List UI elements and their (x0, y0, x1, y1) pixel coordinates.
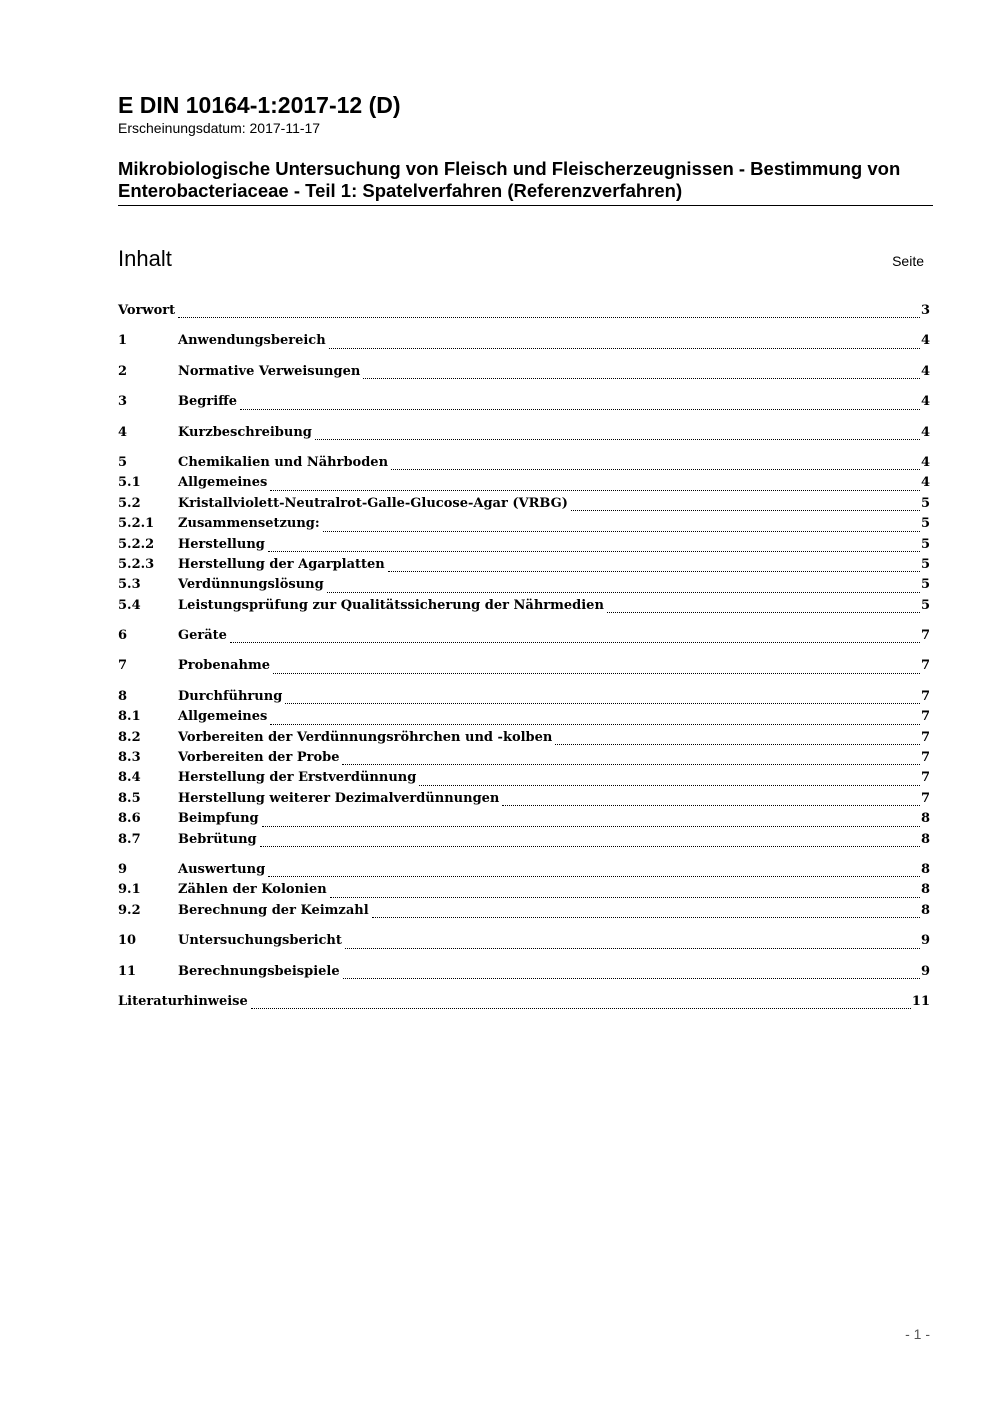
toc-entry-title: Anwendungsbereich (178, 333, 326, 349)
toc-entry-number: 5.2.3 (118, 556, 155, 572)
toc-entry-title: Probenahme (178, 658, 271, 674)
toc-entry[interactable] (118, 994, 930, 1014)
toc-entry-title: Allgemeines (178, 475, 268, 491)
toc-dot-leader (372, 916, 920, 918)
toc-dot-leader (240, 408, 920, 410)
toc-entry-page: 9 (920, 963, 930, 979)
toc-dot-leader (388, 570, 920, 572)
toc-entry-page: 9 (920, 933, 930, 949)
toc-entry-number: 5.2.1 (118, 516, 155, 532)
toc-entry-title: Normative Verweisungen (178, 363, 361, 379)
toc-heading: Inhalt (118, 246, 172, 271)
toc-entry-page: 4 (920, 394, 930, 410)
toc-dot-leader (330, 896, 920, 898)
toc-entry-title: Herstellung der Erstverdünnung (178, 770, 417, 786)
toc-dot-leader (327, 591, 920, 593)
toc-entry[interactable] (118, 394, 930, 414)
toc-entry-title: Bebrütung (178, 831, 257, 847)
toc-entry-title: Allgemeines (178, 709, 268, 725)
toc-entry-page: 5 (920, 597, 930, 613)
toc-dot-leader (285, 702, 920, 704)
toc-entry-page: 5 (920, 516, 930, 532)
toc-dot-leader (342, 763, 919, 765)
toc-entry-title: Leistungsprüfung zur Qualitätssicherung der Nährmedien (178, 597, 604, 613)
toc-entry-title: Kurzbeschreibung (178, 424, 312, 440)
toc-entry-title: Geräte (178, 628, 227, 644)
doc-header (118, 90, 933, 137)
toc-dot-leader (343, 977, 920, 979)
toc-entry-title: Literaturhinweise (118, 993, 248, 1009)
toc-dot-leader (323, 530, 920, 532)
toc-entry-title: Herstellung weiterer Dezimalverdünnungen (178, 790, 500, 806)
toc-dot-leader (363, 377, 920, 379)
toc-dot-leader (268, 875, 920, 877)
toc-entry-page: 4 (920, 454, 930, 470)
toc-entry[interactable] (118, 862, 930, 882)
toc-entry-page: 7 (920, 628, 930, 644)
toc-entry[interactable] (118, 333, 930, 353)
toc-entry[interactable] (118, 730, 930, 750)
toc-entry-title: Chemikalien und Nährboden (178, 454, 389, 470)
toc-entry-number: 4 (118, 424, 128, 440)
toc-entry-number: 8.5 (118, 790, 141, 806)
publication-date: Erscheinungsdatum: 2017-11-17 (118, 120, 321, 136)
toc-entry[interactable] (118, 882, 930, 902)
toc-entry-page: 7 (920, 750, 930, 766)
toc-entry-number: 5 (118, 454, 128, 470)
toc-entry[interactable] (118, 303, 930, 323)
toc-entry-title: Begriffe (178, 394, 238, 410)
toc-entry[interactable] (118, 577, 930, 597)
toc-entry-page: 8 (920, 882, 930, 898)
toc-entry-title: Berechnung der Keimzahl (178, 902, 369, 918)
toc-entry-number: 8.3 (118, 750, 141, 766)
toc-entry-title: Zählen der Kolonien (178, 882, 327, 898)
toc-entry-title: Berechnungsbeispiele (178, 963, 340, 979)
toc-entry-page: 4 (920, 333, 930, 349)
toc-entry-page: 5 (920, 577, 930, 593)
toc-entry-page: 5 (920, 556, 930, 572)
toc-dot-leader (270, 723, 920, 725)
toc-entry-page: 8 (920, 861, 930, 877)
toc-entry-number: 11 (118, 963, 137, 979)
toc-dot-leader (230, 641, 920, 643)
toc-entry[interactable] (118, 364, 930, 384)
toc-entry-title: Herstellung (178, 536, 265, 552)
toc-entry-number: 9 (118, 861, 128, 877)
toc-entry-number: 8.1 (118, 709, 141, 725)
toc-dot-leader (607, 611, 920, 613)
toc-entry-number: 8.7 (118, 831, 141, 847)
table-of-contents (118, 303, 930, 1014)
toc-entry-number: 8 (118, 688, 128, 704)
toc-dot-leader (268, 550, 920, 552)
page-number: - 1 - (905, 1326, 930, 1342)
toc-entry-page: 4 (920, 363, 930, 379)
toc-entry[interactable] (118, 770, 930, 790)
toc-entry-number: 8.2 (118, 729, 141, 745)
toc-entry[interactable] (118, 689, 930, 709)
toc-entry-title: Vorbereiten der Verdünnungsröhrchen und -kolben (178, 729, 553, 745)
toc-dot-leader (262, 825, 920, 827)
toc-entry[interactable] (118, 811, 930, 831)
toc-entry[interactable] (118, 496, 930, 516)
toc-entry-title: Vorbereiten der Probe (178, 750, 340, 766)
toc-entry-page: 8 (920, 811, 930, 827)
toc-entry-page: 7 (920, 770, 930, 786)
toc-entry-title: Kristallviolett-Neutralrot-Galle-Glucose-Agar (VRBG) (178, 495, 568, 511)
toc-entry-page: 8 (920, 902, 930, 918)
toc-entry[interactable] (118, 709, 930, 729)
toc-entry-page: 4 (920, 424, 930, 440)
toc-entry-title: Herstellung der Agarplatten (178, 556, 385, 572)
toc-dot-leader (315, 438, 920, 440)
toc-entry-page: 5 (920, 495, 930, 511)
toc-entry-page: 7 (920, 688, 930, 704)
toc-entry[interactable] (118, 598, 930, 618)
toc-dot-leader (329, 347, 920, 349)
toc-entry-number: 1 (118, 333, 128, 349)
document-subtitle: Mikrobiologische Untersuchung von Fleisch und Fleischerzeugnissen - Bestimmung von Enterobacteriaceae - Teil 1: Spatelverfahren (Referenzverfahren) (118, 158, 933, 206)
toc-entry-title: Untersuchungsbericht (178, 933, 342, 949)
toc-entry[interactable] (118, 964, 930, 984)
toc-entry-number: 9.1 (118, 882, 141, 898)
toc-entry[interactable] (118, 455, 930, 475)
toc-entry-title: Beimpfung (178, 811, 259, 827)
toc-entry-number: 5.3 (118, 577, 141, 593)
toc-entry[interactable] (118, 750, 930, 770)
toc-entry-page: 5 (920, 536, 930, 552)
toc-entry-title: Vorwort (118, 303, 176, 318)
toc-entry[interactable] (118, 903, 930, 923)
toc-dot-leader (571, 509, 920, 511)
toc-entry-page: 7 (920, 790, 930, 806)
toc-entry-page: 3 (920, 303, 930, 318)
toc-entry[interactable] (118, 791, 930, 811)
toc-entry[interactable] (118, 537, 930, 557)
toc-entry-title: Verdünnungslösung (178, 577, 324, 593)
toc-entry-number: 5.1 (118, 475, 141, 491)
toc-entry-number: 6 (118, 628, 128, 644)
toc-entry[interactable] (118, 658, 930, 678)
toc-entry[interactable] (118, 557, 930, 577)
toc-dot-leader (555, 743, 920, 745)
toc-entry-title: Auswertung (178, 861, 266, 877)
toc-entry-page: 8 (920, 831, 930, 847)
toc-entry[interactable] (118, 516, 930, 536)
toc-dot-leader (345, 947, 920, 949)
toc-entry-page: 7 (920, 709, 930, 725)
document-title: E DIN 10164-1:2017-12 (D) (118, 92, 401, 118)
toc-entry-page: 11 (911, 993, 930, 1009)
toc-entry-number: 5.2.2 (118, 536, 155, 552)
toc-entry[interactable] (118, 933, 930, 953)
toc-entry[interactable] (118, 628, 930, 648)
toc-dot-leader (260, 845, 920, 847)
toc-entry[interactable] (118, 425, 930, 445)
toc-entry-title: Durchführung (178, 688, 283, 704)
toc-entry[interactable] (118, 475, 930, 495)
toc-entry-number: 9.2 (118, 902, 141, 918)
toc-entry-number: 5.4 (118, 597, 141, 613)
toc-entry-page: 4 (920, 475, 930, 491)
toc-dot-leader (502, 804, 920, 806)
page-column-label: Seite (892, 253, 924, 269)
toc-entry[interactable] (118, 832, 930, 852)
toc-entry-page: 7 (920, 658, 930, 674)
toc-entry-number: 8.4 (118, 770, 141, 786)
toc-entry-page: 7 (920, 729, 930, 745)
toc-entry-title: Zusammensetzung: (178, 516, 320, 532)
toc-dot-leader (270, 489, 920, 491)
toc-entry-number: 3 (118, 394, 128, 410)
toc-dot-leader (251, 1007, 911, 1009)
toc-entry-number: 5.2 (118, 495, 141, 511)
toc-dot-leader (178, 316, 920, 318)
toc-entry-number: 2 (118, 363, 128, 379)
toc-entry-number: 8.6 (118, 811, 141, 827)
toc-dot-leader (273, 672, 920, 674)
toc-dot-leader (391, 468, 920, 470)
toc-entry-number: 10 (118, 933, 137, 949)
toc-dot-leader (419, 784, 920, 786)
toc-entry-number: 7 (118, 658, 128, 674)
